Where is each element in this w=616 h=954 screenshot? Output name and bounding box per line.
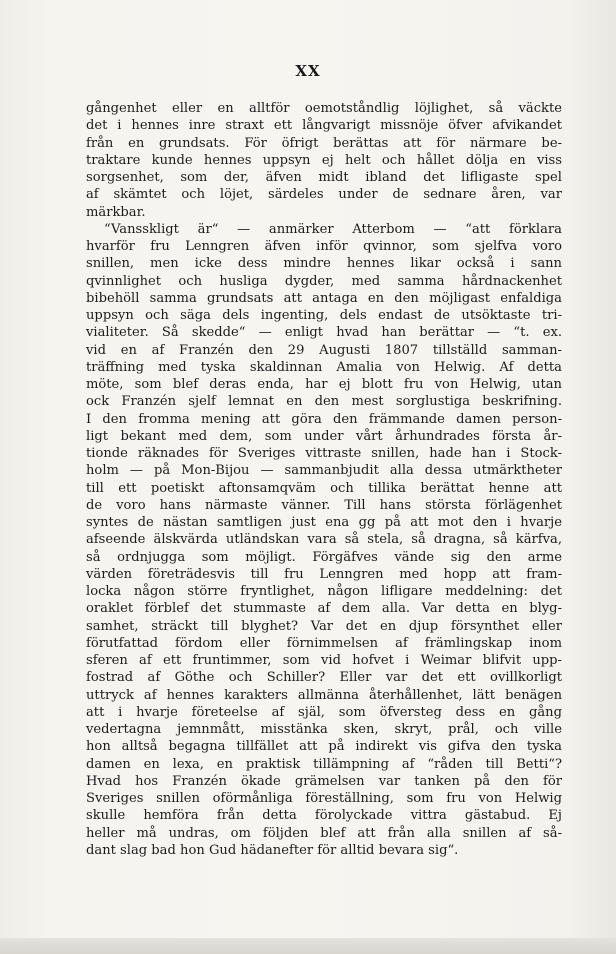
text-line: uppsyn och säga dels ingenting, dels endast de utsöktaste tri- <box>86 308 562 323</box>
text-line: från en grundsats. För öfrigt berättas att för närmare be- <box>86 135 562 151</box>
text-line: I den fromma mening att göra den främmande damen person- <box>86 411 562 427</box>
text-line: holm — på Mon-Bijou — sammanbjudit alla dessa utmärktheter <box>86 463 562 479</box>
text-line: märkbar. <box>86 204 146 220</box>
text-line: träffning med tyska skaldinnan Amalia von Helwig. Af detta <box>86 359 562 375</box>
text-line: heller må undras, om följden blef att från alla snillen af så- <box>86 825 562 841</box>
body-text <box>86 100 562 859</box>
text-line: af skämtet och löjet, särdeles under de sednare åren, var <box>86 187 562 203</box>
text-line: hvarför fru Lenngren äfven inför qvinnor, som sjelfva voro <box>86 239 562 254</box>
text-line: till ett poetiskt aftonsamqväm och tillika berättat henne att <box>86 480 562 496</box>
text-line: så ordnjugga som möjligt. Förgäfves vände sig den arme <box>86 549 562 565</box>
text-line: ock Franzén sjelf lemnat en den mest sorglustiga beskrifning. <box>86 394 562 410</box>
text-line: vialiteter. Så skedde“ — enligt hvad han berättar — “t. ex. <box>86 325 562 341</box>
text-line: de voro hans närmaste vänner. Till hans största förlägenhet <box>86 497 562 513</box>
text-line: att i hvarje företeelse af själ, som öfversteg dess en gång <box>86 704 562 720</box>
text-line: traktare kunde hennes uppsyn ej helt och hållet dölja en viss <box>86 152 562 168</box>
text-line: skulle hemföra från detta förolyckade vittra gästabud. Ej <box>86 808 562 824</box>
text-line: dant slag bad hon Gud hädanefter för alltid bevara sig“. <box>86 842 459 858</box>
text-line: qvinnlighet och husliga dygder, med samma hårdnackenhet <box>86 273 562 289</box>
text-line: gångenhet eller en alltför oemotståndlig löjlighet, så väckte <box>86 101 562 116</box>
text-line: vedertagna jemnmått, misstänka sken, skryt, prål, och ville <box>86 722 562 737</box>
text-line: uttryck af hennes karakters allmänna återhållenhet, lätt benägen <box>86 687 562 703</box>
text-line: ligt bekant med dem, som under vårt århundrades första år- <box>86 428 562 444</box>
text-line: afseende älskvärda utländskan vara så stela, så dragna, så kärfva, <box>86 532 562 548</box>
text-line: damen en lexa, en praktisk tillämpning af “råden till Betti“? <box>86 756 562 772</box>
text-line: sferen af ett fruntimmer, som vid hofvet i Weimar blifvit upp- <box>86 653 562 668</box>
text-line: bibehöll samma grundsats att antaga en den möjligast enfaldiga <box>86 290 562 306</box>
text-line: tionde räknades för Sveriges vittraste snillen, hade han i Stock- <box>86 446 562 461</box>
text-line: oraklet förblef det stummaste af dem alla. Var detta en blyg- <box>86 601 562 617</box>
text-line: möte, som blef deras enda, har ej blott fru von Helwig, utan <box>86 377 562 392</box>
text-line: “Vansskligt är“ — anmärker Atterbom — “att förklara <box>104 221 562 237</box>
text-line: förutfattad fördom eller förnimmelsen af främlingskap inom <box>86 635 562 651</box>
text-line: värden företrädesvis till fru Lenngren med hopp att fram- <box>86 566 562 582</box>
text-line: Sveriges snillen oförmånliga föreställning, som fru von Helwig <box>86 791 562 806</box>
text-line: hon alltså begagna tillfället att på indirekt vis gifva den tyska <box>86 739 562 755</box>
text-line: samhet, sträckt till blyghet? Var det en djup försynthet eller <box>86 618 562 634</box>
page-number: XX <box>295 62 321 80</box>
text-line: snillen, men icke dess mindre hennes likar också i sann <box>86 256 562 272</box>
text-line: locka någon större fryntlighet, någon lifligare meddelning: det <box>86 584 562 599</box>
text-line: fostrad af Göthe och Schiller? Eller var det ett ovillkorligt <box>86 670 562 686</box>
text-line: Hvad hos Franzén ökade grämelsen var tanken på den för <box>86 773 562 789</box>
page-bottom-edge <box>0 938 616 954</box>
text-line: det i hennes inre straxt ett långvarigt missnöje öfver afvikandet <box>86 118 562 134</box>
text-line: syntes de nästan samtligen just ena gg på att mot den i hvarje <box>86 515 562 530</box>
text-line: vid en af Franzén den 29 Augusti 1807 tillställd samman- <box>86 342 562 358</box>
text-line: sorgsenhet, som der, äfven midt ibland det lifligaste spel <box>86 170 562 185</box>
